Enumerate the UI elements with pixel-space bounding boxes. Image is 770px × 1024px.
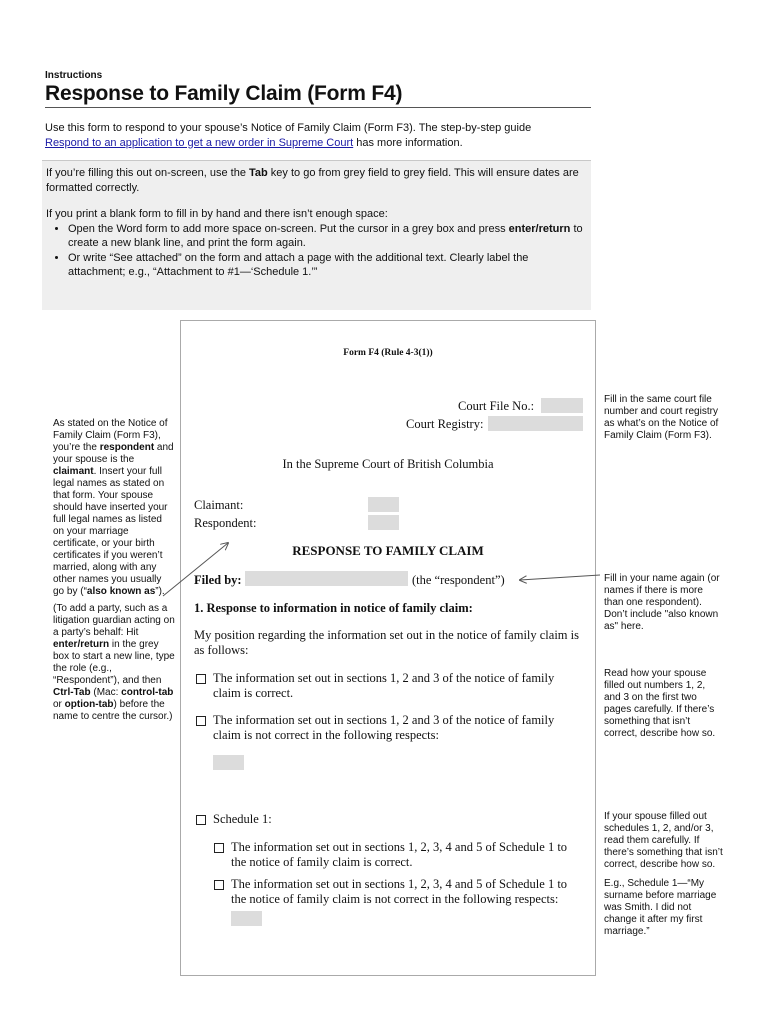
court-file-label: Court File No.: xyxy=(458,399,535,413)
respondent-suffix: (the “respondent”) xyxy=(412,573,505,587)
respondent-label: Respondent: xyxy=(194,516,257,530)
note-text: (To add a party, such as a litigation guardian acting on a party’s behalf: Hit xyxy=(53,603,175,638)
note-text: As stated on the Notice of Family Claim (Form F3), you’re the xyxy=(53,418,168,453)
right-note-court-file: Fill in the same court file number and court registry as what’s on the Notice of Family Claim (Form F3). xyxy=(604,394,719,441)
note-bold: option-tab xyxy=(64,699,114,710)
form-reference: Form F4 (Rule 4-3(1)) xyxy=(343,348,433,358)
claimant-label: Claimant: xyxy=(194,498,244,512)
enter-key-label: enter/return xyxy=(508,222,571,235)
note-text: in the grey box to start a new line, type the role (e.g., “Respondent”), and then xyxy=(53,639,175,686)
section1-heading: 1. Response to information in notice of family claim: xyxy=(194,601,473,615)
note-text: or xyxy=(53,699,65,710)
note-bold: respondent xyxy=(99,442,155,453)
schedule1-incorrect-label: The information set out in sections 1, 2, 3, 4 and 5 of Schedule 1 to the notice of family claim is not correct in the following respects: xyxy=(231,877,568,906)
arrow-to-claimant xyxy=(163,543,228,596)
note-text: and your spouse is the xyxy=(53,442,174,465)
note-bold: Ctrl-Tab xyxy=(53,687,91,698)
right-note-example: E.g., Schedule 1—“My surname before marriage was Smith. I did not change it after my first marriage.” xyxy=(604,878,717,937)
note-text: (Mac: xyxy=(90,687,122,698)
hint-text: Open the Word form to add more space on-screen. Put the cursor in a grey box and press xyxy=(68,222,509,235)
note-bold: control-tab xyxy=(121,687,174,698)
intro-text-after: has more information. xyxy=(353,136,463,149)
print-hint: If you print a blank form to fill in by hand and there isn’t enough space: xyxy=(46,208,388,220)
intro-text: Use this form to respond to your spouse’s Notice of Family Claim (Form F3). The step-by-step guide xyxy=(45,122,532,134)
option-incorrect-label: The information set out in sections 1, 2 and 3 of the notice of family claim is not correct in the following respects: xyxy=(213,713,555,742)
note-text: ) before the name to centre the cursor.) xyxy=(53,699,173,722)
arrow-to-filed-by xyxy=(520,575,600,580)
hint-text: to create a new blank line, and print the form again. xyxy=(68,222,583,249)
note-text: . Insert your full legal names as stated on that form. Your spouse should have inserted your full legal names as listed on your marriage certificate, or your birth certificates if you weren’t married, along with any other names you usually go by (“ xyxy=(53,466,168,597)
note-bold: claimant xyxy=(53,466,94,477)
note-bold: also known as xyxy=(86,586,156,597)
note-bold: enter/return xyxy=(53,639,110,650)
list-item: • Or write “See attached” on the form and attach a page with the additional text. Clearly label the attachment; e.g., “Attachment to #1—‘Schedule 1.’” xyxy=(68,251,587,280)
hint-text: key to go from grey field to grey field. This will ensure dates are formatted correctly. xyxy=(46,167,579,194)
schedule1-label: Schedule 1: xyxy=(213,812,272,826)
schedule1-correct-label: The information set out in sections 1, 2, 3, 4 and 5 of Schedule 1 to the notice of family claim is correct. xyxy=(231,840,568,869)
hint-text: If you’re filling this out on-screen, use the xyxy=(46,167,249,179)
filed-by-label: Filed by: xyxy=(194,573,242,587)
court-registry-label: Court Registry: xyxy=(406,417,484,431)
position-text: My position regarding the information set out in the notice of family claim is as follows: xyxy=(194,628,579,657)
note-text: ”). xyxy=(155,586,165,597)
guide-link[interactable]: Respond to an application to get a new order in Supreme Court xyxy=(45,136,354,149)
right-note-schedules: If your spouse filled out schedules 1, 2, and/or 3, read them carefully. If there’s something that isn’t correct, describe how so. xyxy=(604,811,723,870)
option-correct-label: The information set out in sections 1, 2 and 3 of the notice of family claim is correct. xyxy=(213,671,555,700)
form-heading: RESPONSE TO FAMILY CLAIM xyxy=(292,543,484,558)
tab-key-label: Tab xyxy=(249,167,268,179)
page-title: Response to Family Claim (Form F4) xyxy=(45,82,403,105)
court-name: In the Supreme Court of British Columbia xyxy=(282,457,494,471)
right-note-filed-by: Fill in your name again (or names if there is more than one respondent). Don’t include "also known as" here. xyxy=(604,573,720,632)
right-note-sections: Read how your spouse filled out numbers 1, 2, and 3 on the first two pages carefully. If there’s something that isn’t correct, describe how so. xyxy=(604,668,716,739)
instructions-kicker: Instructions xyxy=(45,70,103,81)
